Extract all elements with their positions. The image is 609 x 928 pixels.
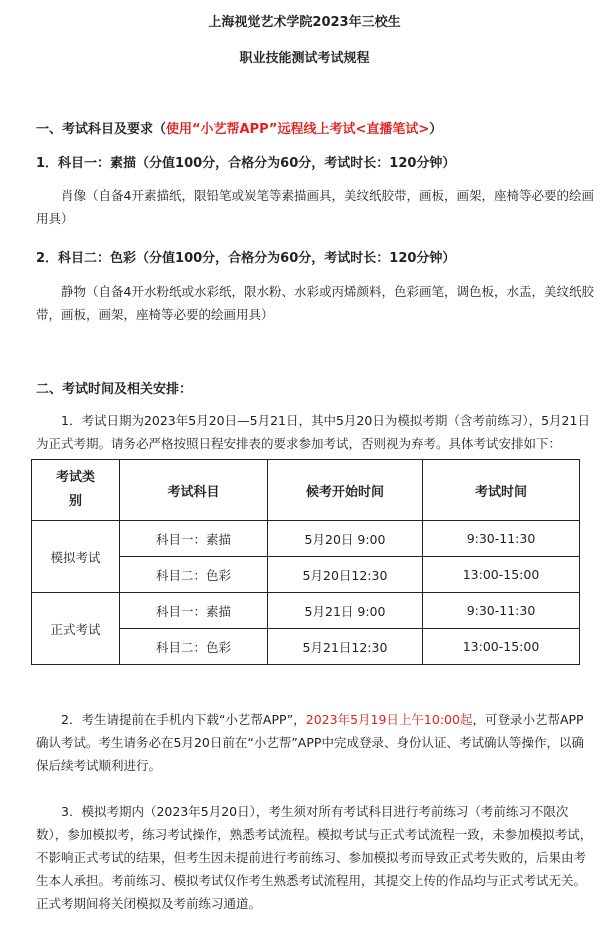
table-header-row	[32, 460, 580, 521]
header-subject: 考试科目	[120, 460, 268, 521]
exam-time-cell: 9:30-11:30	[423, 521, 580, 557]
subject1-requirements: 肖像（自备4开素描纸，限铅笔或炭笔等素描画具，美纹纸胶带，画板，画架，座椅等必要的绘画用具）	[36, 188, 594, 226]
header-category: 考试类别	[32, 460, 120, 521]
login-start-time: 2023年5月19日上午10:00起	[305, 712, 473, 727]
table-row	[32, 593, 580, 629]
app-download-text: 2．考生请提前在手机内下载“小艺帮APP”，	[61, 712, 306, 727]
document-title: 上海视觉艺术学院2023年三校生	[208, 15, 401, 30]
section2-heading: 二、考试时间及相关安排：	[36, 382, 193, 397]
subject2-requirements: 静物（自备4开水粉纸或水彩纸，限水粉、水彩或丙烯颜料，色彩画笔，调色板，水盂，美纹纸胶带，画板，画架，座椅等必要的绘画用具）	[36, 284, 594, 322]
app-download-text-rest: ，可登录小艺帮APP确认考试。考生请务必在5月20日前在“小艺帮”APP中完成登录、身份认证、考试确认等操作，以确保后续考试顺利进行。	[36, 712, 584, 773]
exam-time-cell: 13:00-15:00	[423, 629, 580, 665]
category-cell: 模拟考试	[32, 521, 120, 593]
subject-cell: 科目一：素描	[120, 593, 268, 629]
category-cell: 正式考试	[32, 593, 120, 665]
exam-time-cell: 9:30-11:30	[423, 593, 580, 629]
wait-time-cell: 5月20日12:30	[268, 557, 423, 593]
exam-time-cell: 13:00-15:00	[423, 557, 580, 593]
header-exam-time: 考试时间	[423, 460, 580, 521]
document-subtitle: 职业技能测试考试规程	[239, 51, 370, 66]
mock-exam-paragraph: 3．模拟考期内（2023年5月20日），考生须对所有考试科目进行考前练习（考前练习不限次数），参加模拟考，练习考试操作，熟悉考试流程。模拟考试与正式考试流程一致，未参加模拟考试，不影响正式考试的结果，但考生因未提前进行考前练习、参加模拟考而导致正式考失败的，后果由考生本人承担。考前练习、模拟考试仅作考生熟悉考试流程用，其提交上传的作品均与正式考试无关。正式考期间将关闭模拟及考前练习通道。	[36, 804, 593, 911]
subject-cell: 科目二：色彩	[120, 557, 268, 593]
schedule-intro: 1．考试日期为2023年5月20日—5月21日，其中5月20日为模拟考期（含考前练习），5月21日为正式考期。请务必严格按照日程安排表的要求参加考试，否则视为弃考。具体考试安排如下：	[36, 413, 590, 451]
header-wait-time: 候考开始时间	[268, 460, 423, 521]
section1-heading-end: ）	[429, 122, 443, 137]
app-download-paragraph	[36, 708, 596, 777]
subject1-heading: 1．科目一：素描（分值100分，合格分为60分，考试时长：120分钟）	[36, 156, 456, 171]
subject-cell: 科目一：素描	[120, 521, 268, 557]
section1-heading-note: 使用“小艺帮APP”远程线上考试<直播笔试>	[166, 122, 430, 137]
exam-schedule-table	[31, 459, 580, 665]
section1-heading-text: 一、考试科目及要求（	[36, 122, 167, 137]
table-row	[32, 521, 580, 557]
subject-cell: 科目二：色彩	[120, 629, 268, 665]
wait-time-cell: 5月21日12:30	[268, 629, 423, 665]
wait-time-cell: 5月20日 9:00	[268, 521, 423, 557]
wait-time-cell: 5月21日 9:00	[268, 593, 423, 629]
section1-heading	[36, 118, 442, 137]
subject2-heading: 2．科目二：色彩（分值100分，合格分为60分，考试时长：120分钟）	[36, 251, 456, 266]
